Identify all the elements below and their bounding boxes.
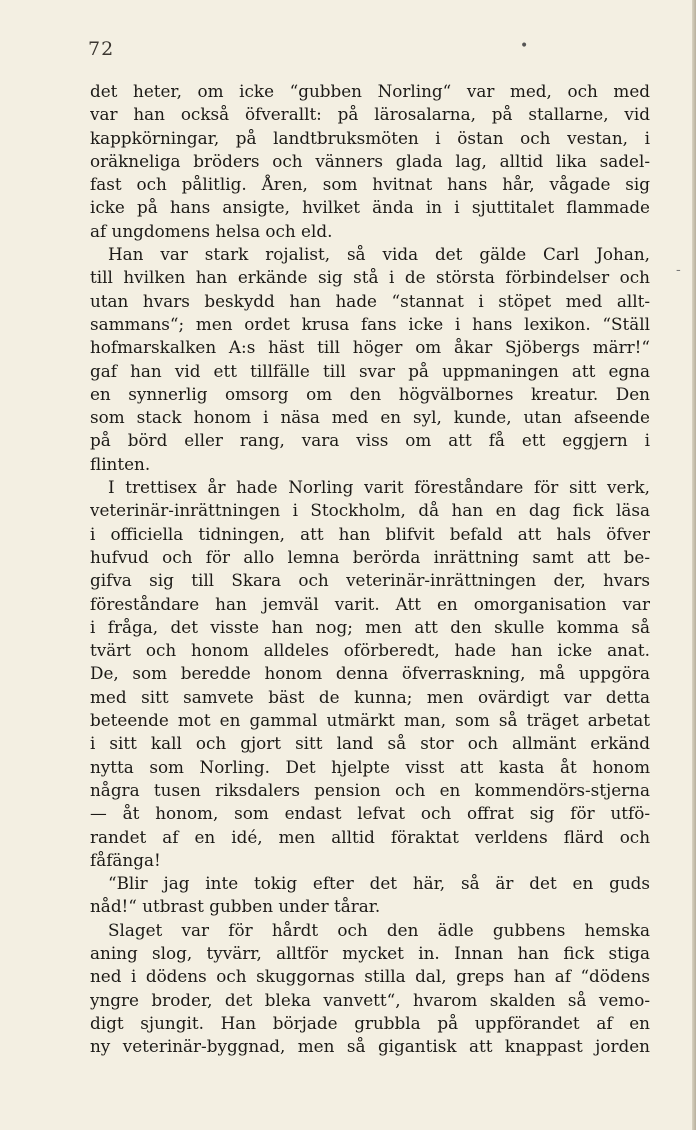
text-line: i fråga, det visste han nog; men att den skulle komma så [90, 616, 650, 637]
text-line: — åt honom, som endast lefvat och offrat sig för utfö- [90, 803, 650, 824]
text-line: som stack honom i näsa med en syl, kunde, utan afseende [90, 407, 650, 428]
text-line: nåd!“ utbrast gubben under tårar. [90, 896, 381, 917]
top-mark: • [520, 38, 529, 54]
text-line: ny veterinär-byggnad, men så gigantisk att knappast jorden [90, 1036, 650, 1057]
text-line: med sitt samvete bäst de kunna; men ovärdigt var detta [90, 686, 650, 707]
text-line: på börd eller rang, vara viss om att få ett eggjern i [90, 430, 650, 451]
text-line: till hvilken han erkände sig stå i de största förbindelser och [90, 267, 650, 288]
text-line: icke på hans ansigte, hvilket ända in i sjuttitalet flammade [90, 197, 650, 218]
text-line: veterinär-inrättningen i Stockholm, då han en dag fick läsa [90, 500, 650, 521]
text-line: några tusen riksdalers pension och en kommendörs-stjerna [90, 779, 650, 800]
text-line: flinten. [90, 453, 151, 474]
text-line: gifva sig till Skara och veterinär-inrättningen der, hvars [90, 570, 650, 591]
text-line: aning slog, tyvärr, alltför mycket in. Innan han fick stiga [90, 942, 650, 963]
text-line: det heter, om icke “gubben Norling“ var med, och med [90, 81, 650, 101]
text-line: af ungdomens helsa och eld. [90, 220, 333, 241]
text-line: “Blir jag inte tokig efter det här, så är det en guds [108, 873, 650, 894]
text-line: ned i dödens och skuggornas stilla dal, greps han af “dödens [90, 966, 650, 987]
text-line: tvärt och honom alldeles oförberedt, hade han icke anat. [90, 640, 650, 661]
text-line: fast och pålitlig. Åren, som hvitnat hans hår, vågade sig [90, 174, 650, 195]
text-line: De, som beredde honom denna öfverraskning, må uppgöra [90, 663, 650, 684]
text-line: föreståndare han jemväl varit. Att en omorganisation var [90, 593, 650, 614]
text-line: fåfänga! [90, 849, 161, 870]
text-line: I trettisex år hade Norling varit föreståndare för sitt verk, [108, 477, 650, 498]
text-line: nytta som Norling. Det hjelpte visst att kasta åt honom [90, 756, 650, 777]
text-line: var han också öfverallt: på lärosalarna, på stallarne, vid [90, 104, 650, 125]
text-line: Slaget var för hårdt och den ädle gubbens hemska [108, 919, 650, 940]
body-text [90, 80, 650, 1058]
text-line: oräkneliga bröders och vänners glada lag, alltid lika sadel- [90, 150, 650, 171]
text-line: i sitt kall och gjort sitt land så stor och allmänt erkänd [90, 733, 650, 754]
text-line: Han var stark rojalist, så vida det gälde Carl Johan, [108, 244, 650, 265]
text-line: randet af en idé, men alltid föraktat verldens flärd och [90, 826, 650, 847]
page-edge [692, 0, 696, 1130]
text-line: hufvud och för allo lemna berörda inrättning samt att be- [90, 546, 650, 567]
text-line: hofmarskalken A:s häst till höger om åkar Sjöbergs märr!“ [90, 337, 650, 358]
text-line: kappkörningar, på landtbruksmöten i östan och vestan, i [90, 127, 650, 148]
text-line: beteende mot en gammal utmärkt man, som så träget arbetat [90, 710, 650, 731]
margin-mark: - [676, 262, 681, 278]
page-number: 72 [88, 38, 115, 60]
text-line: gaf han vid ett tillfälle till svar på uppmaningen att egna [90, 360, 650, 381]
text-line: sammans“; men ordet krusa fans icke i hans lexikon. “Ställ [90, 313, 650, 334]
text-line: utan hvars beskydd han hade “stannat i stöpet med allt- [90, 290, 650, 311]
text-line: i officiella tidningen, att han blifvit befald att hals öfver [90, 523, 650, 544]
text-line: yngre broder, det bleka vanvett“, hvarom skalden så vemo- [90, 989, 650, 1010]
text-line: digt sjungit. Han började grubbla på uppförandet af en [90, 1012, 650, 1033]
text-line: en synnerlig omsorg om den högvälbornes kreatur. Den [90, 383, 650, 404]
